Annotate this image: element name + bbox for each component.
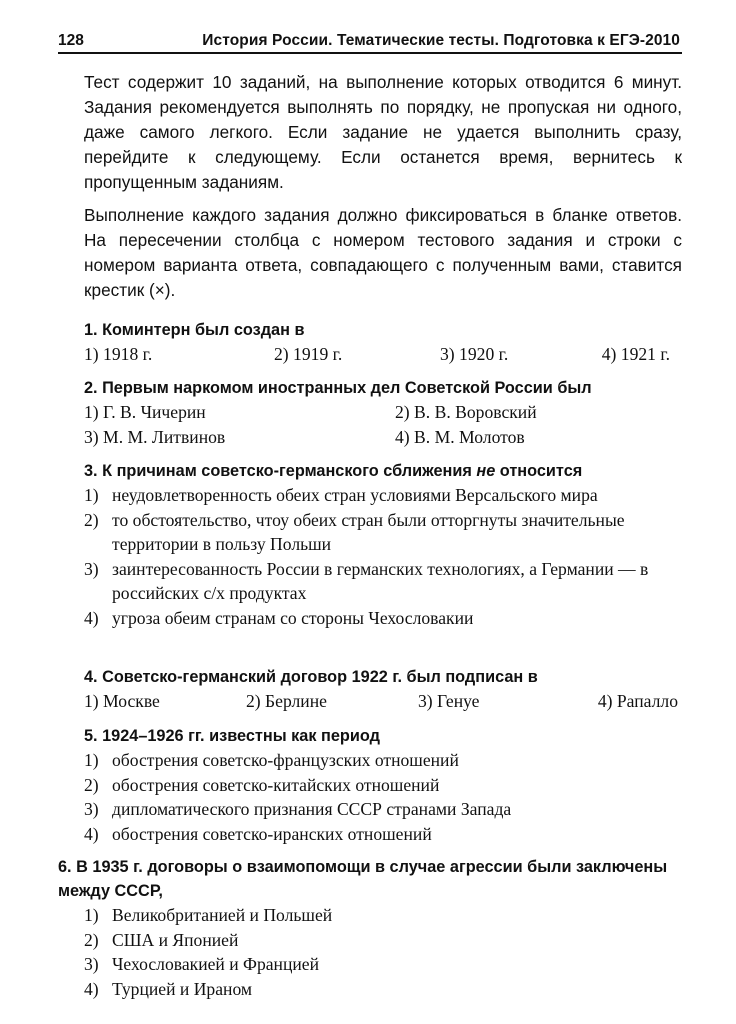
answer-options [84,342,682,367]
answer-options [84,483,682,630]
question-title: 6. В 1935 г. договоры о взаимопомощи в случае агрессии были заключены между СССР, [58,858,668,900]
answer-option: 3) Генуе [418,691,480,711]
answer-option: 2) В. В. Воровский [395,402,537,422]
answer-option: 3) дипломатического признания СССР странами Запада [84,799,512,819]
answer-option: 2) США и Японией [84,929,239,950]
answer-option: 4) угроза обеим странам со стороны Чехословакии [84,607,474,628]
running-header [58,28,682,58]
question-5 [84,724,682,846]
question-title: 1. Коминтерн был создан в [84,321,305,339]
answer-option: 1) Москве [84,691,160,711]
header-rule [58,52,682,54]
answer-options-row [84,425,682,450]
question-6 [58,855,682,1001]
question-title: 2. Первым наркомом иностранных дел Советской России был [84,379,592,397]
answer-option: 4) В. М. Молотов [395,427,525,447]
answer-options [84,689,682,714]
question-1 [84,318,682,367]
answer-option: 1) Г. В. Чичерин [84,402,206,422]
answer-option: 2) 1919 г. [274,344,343,364]
question-3 [84,459,682,630]
answer-option: 4) Турцией и Ираном [84,978,253,999]
answer-option: 1) обострения советско-французских отношений [84,750,459,770]
answer-options [84,903,682,1001]
answer-option: 3) Чехословакией и Францией [84,954,320,974]
answer-option: 1) Великобританией и Польшей [84,905,333,925]
instructions [84,70,682,303]
question-title: 4. Советско-германский договор 1922 г. был подписан в [84,668,538,686]
instructions-paragraph-2: Выполнение каждого задания должно фиксироваться в бланке ответов. На пересечении столбца с номером тестового задания и строки с номером варианта ответа, совпадающего с полученным вами, ставится крестик (×). [84,205,682,300]
answer-options [84,748,682,846]
question-title: 3. К причинам советско-германского сближения не относится [84,462,583,480]
answer-option: 3) 1920 г. [440,344,509,364]
answer-option: 4) 1921 г. [601,344,670,364]
answer-option: 1) 1918 г. [84,344,153,364]
emphasis-not: не [476,462,496,480]
answer-option: 1) неудовлетворенность обеих стран условиями Версальского мира [84,485,598,505]
answer-option: 3) М. М. Литвинов [84,427,226,447]
question-4 [84,665,682,714]
answer-option: 3) заинтересованность России в германских технологиях, а Германии — в российских с/х продуктах [84,558,649,603]
answer-option: 2) то обстоятельство, чтоу обеих стран были отторгнуты значительные территории в пользу Польши [84,509,625,554]
answer-option: 2) обострения советско-китайских отношений [84,774,440,795]
page-number: 128 [58,32,84,49]
question-2 [84,376,682,450]
question-title: 5. 1924–1926 гг. известны как период [84,727,380,745]
answer-option: 2) Берлине [246,691,327,711]
answer-option: 4) обострения советско-иранских отношений [84,823,432,844]
instructions-paragraph-1: Тест содержит 10 заданий, на выполнение которых отводится 6 минут. Задания рекомендуется выполнять по порядку, не пропуская ни одного, даже самого легкого. Если задание не удается выполнить сразу, перейдите к следующему. Если останется время, вернитесь к пропущенным заданиям. [84,72,682,192]
answer-options-row [84,400,682,425]
answer-option: 4) Рапалло [597,691,678,711]
running-title: История России. Тематические тесты. Подготовка к ЕГЭ-2010 [202,32,680,49]
